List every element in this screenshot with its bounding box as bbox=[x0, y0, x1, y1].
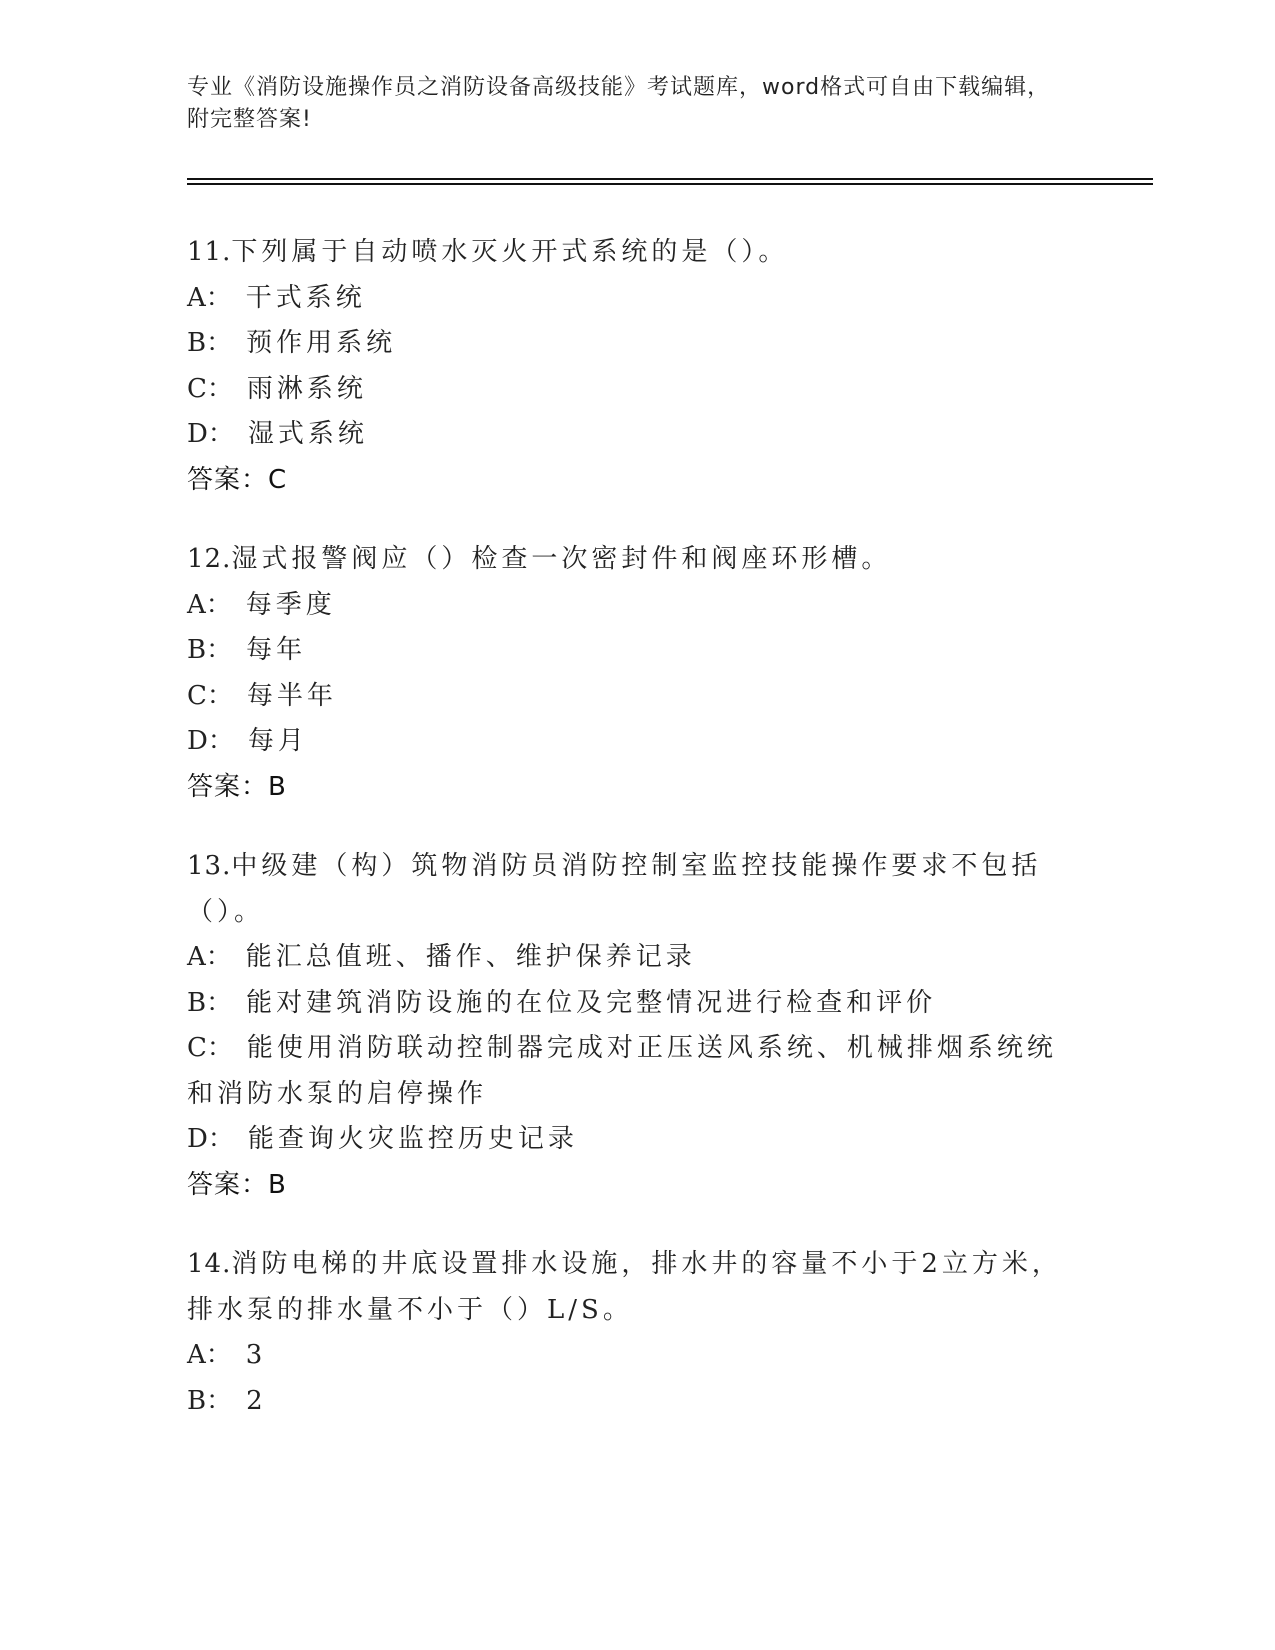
option-text: 3 bbox=[245, 1340, 267, 1370]
option-d bbox=[187, 1117, 1077, 1163]
option-text: 湿式系统 bbox=[247, 419, 368, 449]
question-stem bbox=[187, 1242, 1077, 1333]
question-11 bbox=[187, 230, 1077, 503]
question-stem bbox=[187, 230, 1077, 276]
option-text: 能汇总值班、播作、维护保养记录 bbox=[245, 942, 696, 972]
option-label: D： bbox=[187, 419, 234, 449]
question-stem bbox=[187, 844, 1077, 935]
option-text: 能查询火灾监控历史记录 bbox=[247, 1124, 578, 1154]
option-label: A： bbox=[187, 1340, 232, 1370]
header-text: 专业《消防设施操作员之消防设备高级技能》考试题库，word格式可自由下载编辑，附完整答案! bbox=[187, 75, 1051, 132]
option-text: 每季度 bbox=[245, 589, 336, 620]
question-number: 12. bbox=[187, 544, 232, 574]
option-label: A： bbox=[187, 282, 232, 313]
answer-value: B bbox=[268, 771, 287, 802]
answer-line bbox=[187, 765, 1077, 811]
question-13 bbox=[187, 844, 1077, 1208]
option-text: 每月 bbox=[247, 726, 308, 756]
option-c bbox=[187, 1026, 1077, 1117]
question-list bbox=[187, 230, 1077, 1458]
option-text: 能使用消防联动控制器完成对正压送风系统、机械排烟系统统和消防水泵的启停操作 bbox=[187, 1033, 1057, 1109]
option-a bbox=[187, 935, 1077, 981]
option-text: 雨淋系统 bbox=[246, 373, 367, 404]
option-b bbox=[187, 1379, 1077, 1425]
question-number: 13. bbox=[187, 851, 232, 881]
option-label: B： bbox=[187, 328, 233, 358]
option-text: 干式系统 bbox=[245, 282, 366, 313]
option-label: C： bbox=[187, 1033, 233, 1063]
option-text: 每年 bbox=[246, 635, 307, 665]
option-label: D： bbox=[187, 1124, 234, 1154]
option-label: D： bbox=[187, 726, 234, 756]
option-label: B： bbox=[187, 635, 233, 665]
answer-label: 答案： bbox=[187, 771, 269, 802]
option-label: A： bbox=[187, 942, 232, 972]
answer-value: B bbox=[268, 1169, 287, 1200]
question-14 bbox=[187, 1242, 1077, 1424]
header-divider-bottom bbox=[187, 183, 1153, 185]
option-a bbox=[187, 583, 1077, 629]
option-b bbox=[187, 321, 1077, 367]
option-c bbox=[187, 367, 1077, 413]
question-number: 14. bbox=[187, 1249, 232, 1279]
option-d bbox=[187, 412, 1077, 458]
option-d bbox=[187, 719, 1077, 765]
document-header bbox=[187, 72, 1067, 136]
question-text: 湿式报警阀应（）检查一次密封件和阀座环形槽。 bbox=[231, 544, 892, 574]
option-text: 每半年 bbox=[246, 680, 337, 711]
question-text: 下列属于自动喷水灭火开式系统的是（）。 bbox=[231, 237, 789, 267]
option-a bbox=[187, 276, 1077, 322]
answer-line bbox=[187, 1163, 1077, 1209]
answer-value: C bbox=[268, 464, 288, 495]
question-text: 消防电梯的井底设置排水设施，排水井的容量不小于2立方米，排水泵的排水量不小于（）L/S。 bbox=[187, 1249, 1062, 1325]
option-label: B： bbox=[187, 1385, 233, 1416]
option-c bbox=[187, 674, 1077, 720]
option-label: B： bbox=[187, 987, 233, 1018]
answer-line bbox=[187, 458, 1077, 504]
header-divider-top bbox=[187, 178, 1153, 180]
option-b bbox=[187, 981, 1077, 1027]
option-text: 2 bbox=[246, 1385, 267, 1416]
question-number: 11. bbox=[187, 237, 232, 267]
option-label: C： bbox=[187, 373, 233, 404]
question-text: 中级建（构）筑物消防员消防控制室监控技能操作要求不包括（）。 bbox=[187, 851, 1042, 927]
option-text: 预作用系统 bbox=[246, 328, 397, 358]
question-stem bbox=[187, 537, 1077, 583]
option-text: 能对建筑消防设施的在位及完整情况进行检查和评价 bbox=[246, 987, 937, 1018]
question-12 bbox=[187, 537, 1077, 810]
option-label: C： bbox=[187, 680, 233, 711]
answer-label: 答案： bbox=[187, 464, 269, 495]
option-label: A： bbox=[187, 589, 232, 620]
option-b bbox=[187, 628, 1077, 674]
answer-label: 答案： bbox=[187, 1169, 269, 1200]
option-a bbox=[187, 1333, 1077, 1379]
